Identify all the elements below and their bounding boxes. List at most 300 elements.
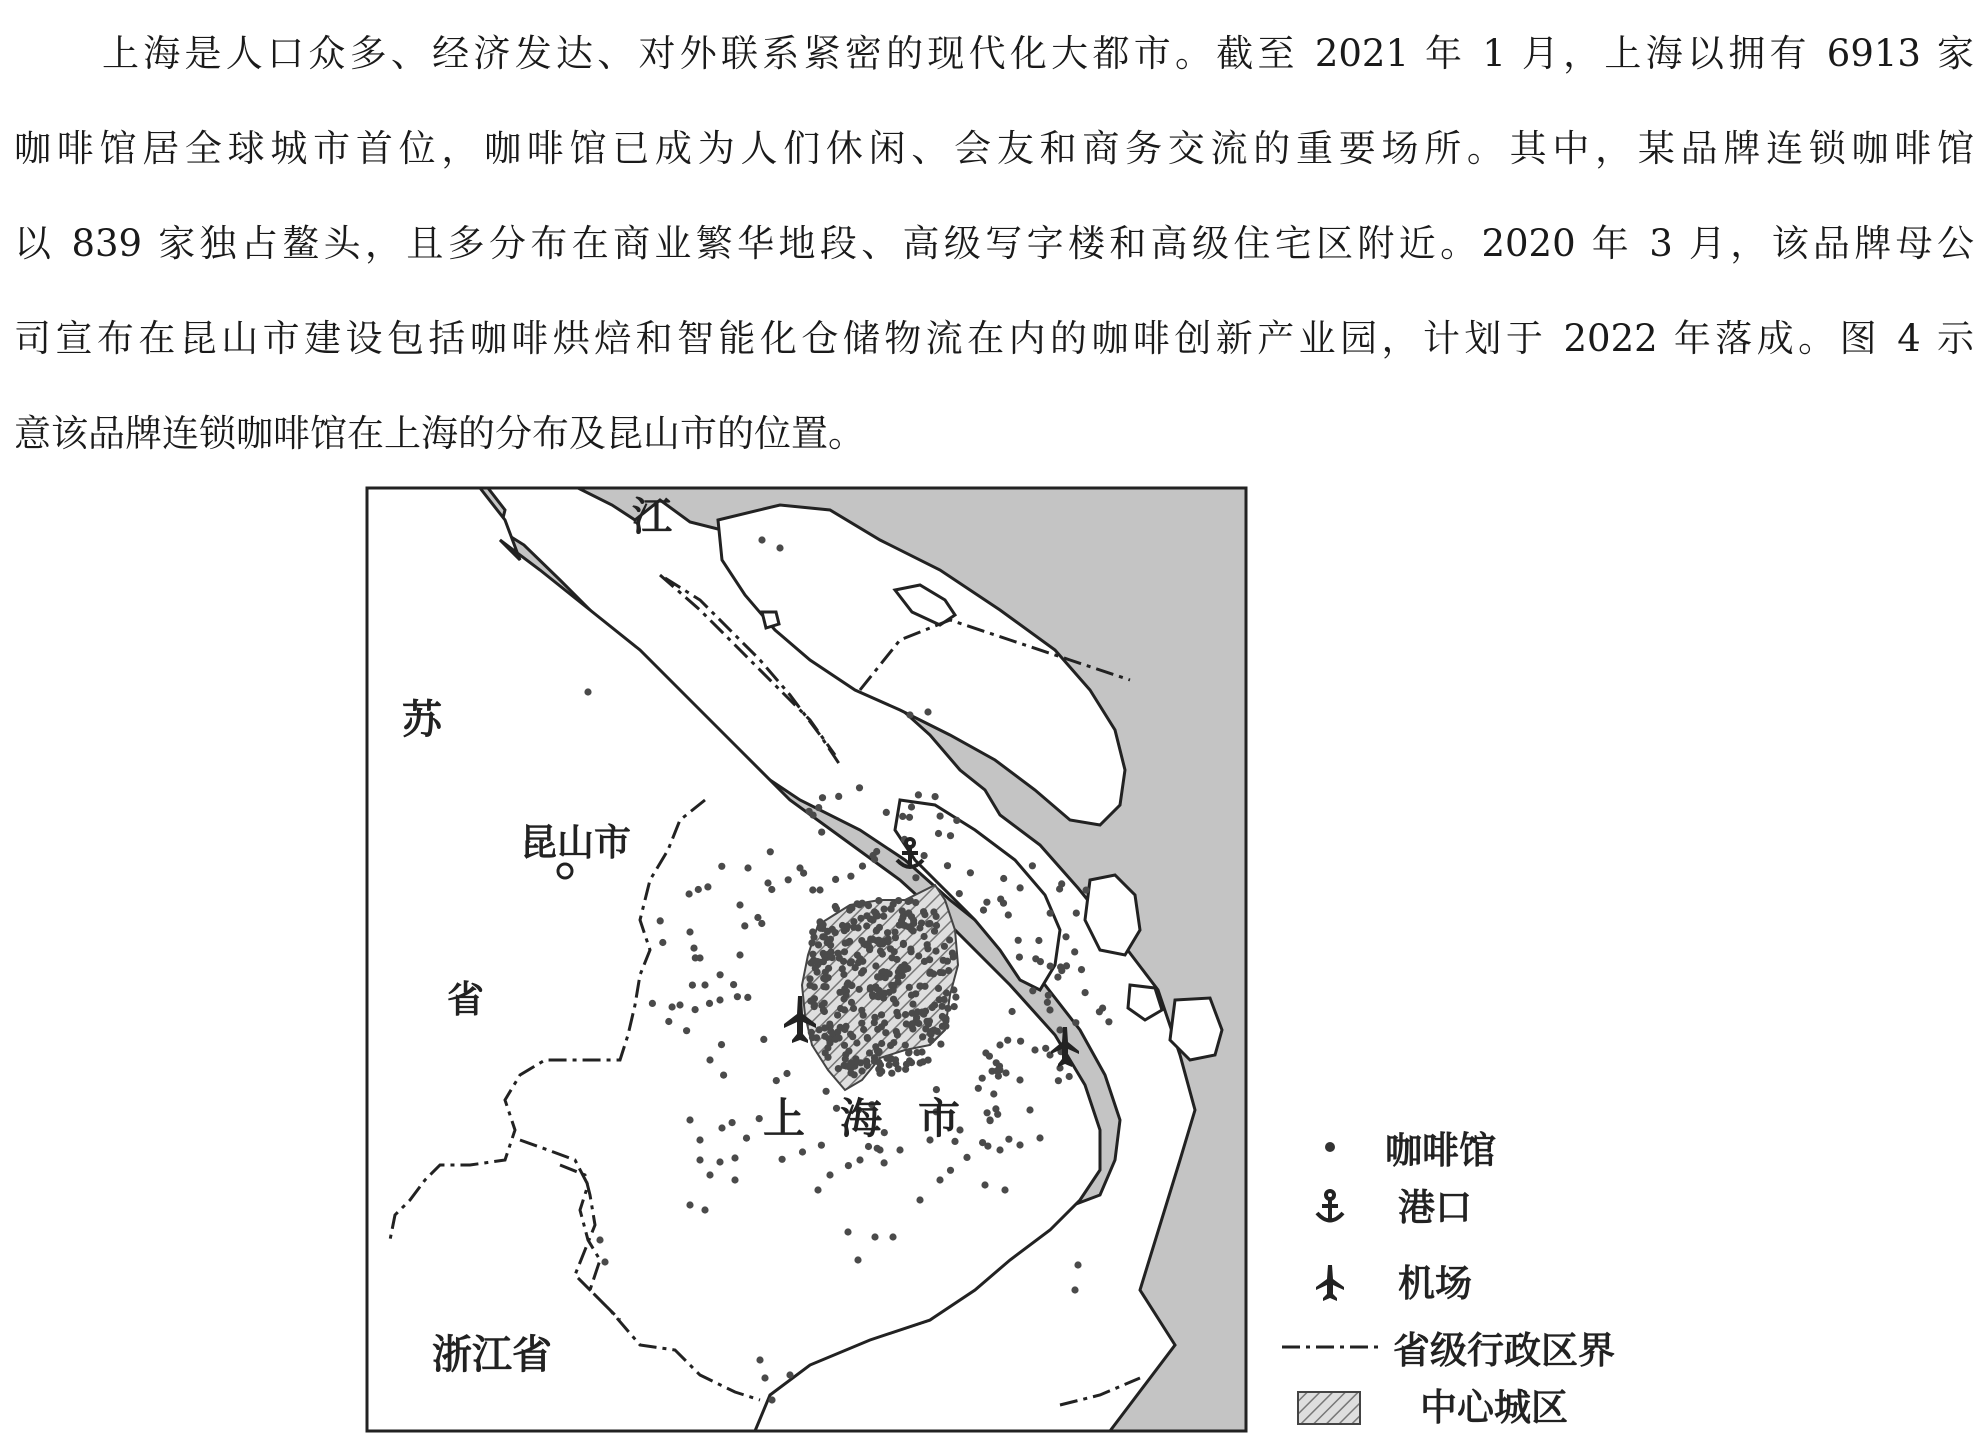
cafe-dot (981, 1181, 988, 1188)
cafe-dot (841, 1042, 848, 1049)
cafe-dot (878, 1068, 885, 1075)
cafe-dot (915, 952, 922, 959)
cafe-dot (850, 1005, 857, 1012)
cafe-dot (840, 971, 847, 978)
cafe-dot (1047, 910, 1054, 917)
map-legend (1282, 1129, 1615, 1429)
cafe-dot (871, 908, 878, 915)
cafe-dot (995, 1073, 1002, 1080)
cafe-dot (1072, 1019, 1079, 1026)
cafe-dot (935, 985, 942, 992)
cafe-dot (947, 1167, 954, 1174)
cafe-dot (915, 791, 922, 798)
cafe-dot (892, 1000, 899, 1007)
city-circle-icon (558, 864, 572, 878)
cafe-dot (845, 1048, 852, 1055)
cafe-dot (704, 883, 711, 890)
cafe-dot (1071, 1286, 1078, 1293)
cafe-dot (932, 948, 939, 955)
cafe-dot (1004, 1037, 1011, 1044)
cafe-dot (875, 1059, 882, 1066)
cafe-dot (756, 1356, 763, 1363)
cafe-dot (924, 945, 931, 952)
cafe-dot (947, 832, 954, 839)
cafe-dot (1078, 966, 1085, 973)
cafe-dot (809, 886, 816, 893)
port-anchor-icon (1317, 1191, 1343, 1221)
cafe-dot (926, 920, 933, 927)
cafe-dot (741, 922, 748, 929)
cafe-dot (696, 1156, 703, 1163)
cafe-dot (996, 1041, 1003, 1048)
cafe-dot (917, 1059, 924, 1066)
map-label-kunshan: 昆山市 (520, 821, 631, 864)
cafe-dot (992, 1105, 999, 1112)
cafe-dot (986, 1116, 993, 1123)
cafe-dot (997, 896, 1004, 903)
cafe-dot (885, 936, 892, 943)
cafe-dot (895, 979, 902, 986)
cafe-dot (835, 1065, 842, 1072)
cafe-dot (899, 907, 906, 914)
cafe-dot (984, 1143, 991, 1150)
cafe-dot (854, 952, 861, 959)
cafe-dot (931, 928, 938, 935)
cafe-dot (1063, 962, 1070, 969)
cafe-dot (952, 994, 959, 1001)
cafe-dot (1016, 1076, 1023, 1083)
cafe-dot (761, 1374, 768, 1381)
cafe-dot (899, 921, 906, 928)
cafe-dot (865, 902, 872, 909)
cafe-dot (899, 813, 906, 820)
cafe-dot (858, 1067, 865, 1074)
hatched-area-icon (1298, 1392, 1360, 1424)
cafe-dot (921, 933, 928, 940)
cafe-dot (773, 1077, 780, 1084)
map-label-shanghai-3: 市 (918, 1094, 961, 1143)
cafe-dot (872, 962, 879, 969)
cafe-dot (935, 830, 942, 837)
cafe-dot (692, 1006, 699, 1013)
cafe-dot (730, 981, 737, 988)
cafe-dot (863, 922, 870, 929)
cafe-dot (744, 864, 751, 871)
cafe-dot (937, 813, 944, 820)
cafe-dot (853, 1039, 860, 1046)
cafe-dot (1082, 989, 1089, 996)
map-label-shanghai-2: 海 (840, 1094, 883, 1143)
cafe-dot (810, 957, 817, 964)
cafe-dot (1009, 1008, 1016, 1015)
cafe-dot (936, 1176, 943, 1183)
cafe-dot (926, 1018, 933, 1025)
paragraph-line-1: 上海是人口众多、经济发达、对外联系紧密的现代化大都市。截至 2021 年 1 月，上海以拥有 6913 家 (102, 32, 1974, 75)
cafe-dot (836, 1034, 843, 1041)
cafe-dot (1015, 937, 1022, 944)
cafe-dot (893, 1009, 900, 1016)
cafe-dot (979, 1075, 986, 1082)
cafe-dot (946, 936, 953, 943)
cafe-dot (701, 1206, 708, 1213)
cafe-dot (720, 1072, 727, 1079)
cafe-dot (847, 1031, 854, 1038)
cafe-dot (729, 1119, 736, 1126)
cafe-dot (1083, 887, 1090, 894)
cafe-dot (1056, 885, 1063, 892)
cafe-dot (731, 1154, 738, 1161)
cafe-dot (1105, 1018, 1112, 1025)
cafe-dot (832, 929, 839, 936)
cafe-dot (919, 1033, 926, 1040)
cafe-dot (910, 917, 917, 924)
cafe-dot (1036, 1134, 1043, 1141)
cafe-dot (983, 899, 990, 906)
cafe-dot (842, 1055, 849, 1062)
cafe-dot (916, 1196, 923, 1203)
legend-center-label: 中心城区 (1420, 1386, 1568, 1429)
cafe-dot (880, 913, 887, 920)
cafe-dot (756, 1115, 763, 1122)
cafe-dot (932, 793, 939, 800)
cafe-dot (783, 1070, 790, 1077)
cafe-dot (936, 996, 943, 1003)
cafe-dot (785, 876, 792, 883)
cafe-dot (867, 984, 874, 991)
cafe-dot (806, 975, 813, 982)
cafe-dot (939, 1013, 946, 1020)
cafe-dot (1000, 875, 1007, 882)
cafe-dot (818, 829, 825, 836)
cafe-dot (891, 948, 898, 955)
cafe-dot (888, 1070, 895, 1077)
cafe-dot (821, 952, 828, 959)
cafe-dot (806, 808, 813, 815)
cafe-dot (717, 971, 724, 978)
cafe-dot (908, 992, 915, 999)
cafe-dot (845, 1162, 852, 1169)
cafe-dot (892, 1060, 899, 1067)
cafe-dot (884, 929, 891, 936)
cafe-dot (951, 1003, 958, 1010)
cafe-dot (736, 951, 743, 958)
cafe-dot (902, 1042, 909, 1049)
cafe-dot (799, 1148, 806, 1155)
cafe-dot (847, 1069, 854, 1076)
cafe-dot (913, 1049, 920, 1056)
cafe-dot (796, 864, 803, 871)
cafe-dot (967, 869, 974, 876)
cafe-dot (889, 1233, 896, 1240)
map-label-zhejiang: 浙江省 (432, 1332, 552, 1378)
map-label-jiang: 江 (632, 494, 672, 540)
cafe-dot (875, 897, 882, 904)
cafe-dot (912, 874, 919, 881)
cafe-dot (706, 1171, 713, 1178)
cafe-dot (888, 982, 895, 989)
map-label-shanghai-1: 上 (763, 1094, 806, 1143)
cafe-dot (862, 941, 869, 948)
cafe-dot (827, 942, 834, 949)
cafe-dot (1073, 910, 1080, 917)
cafe-dot (689, 982, 696, 989)
cafe-dot (910, 927, 917, 934)
cafe-dot (877, 990, 884, 997)
cafe-dot (1035, 937, 1042, 944)
cafe-dot (852, 964, 859, 971)
cafe-dot (950, 986, 957, 993)
cafe-dot (1016, 1141, 1023, 1148)
cafe-dot (877, 948, 884, 955)
cafe-dot (882, 1029, 889, 1036)
cafe-dot (860, 1012, 867, 1019)
cafe-dot (896, 1146, 903, 1153)
cafe-dot (869, 917, 876, 924)
cafe-dot (937, 1041, 944, 1048)
cafe-dot (811, 983, 818, 990)
cafe-dot (816, 886, 823, 893)
cafe-dot (888, 906, 895, 913)
cafe-dot (900, 941, 907, 948)
cafe-dot (1005, 911, 1012, 918)
cafe-dot (930, 908, 937, 915)
cafe-dot (596, 1236, 603, 1243)
cafe-dot (871, 856, 878, 863)
cafe-dot (718, 863, 725, 870)
cafe-dot (764, 879, 771, 886)
cafe-dot (657, 917, 664, 924)
cafe-dot (1062, 933, 1069, 940)
cafe-dot (908, 803, 915, 810)
cafe-dot (821, 1024, 828, 1031)
cafe-dot (848, 905, 855, 912)
cafe-dot (810, 934, 817, 941)
legend-boundary-label: 省级行政区界 (1393, 1329, 1615, 1372)
cafe-dot (856, 986, 863, 993)
cafe-dot (956, 890, 963, 897)
cafe-dot (907, 897, 914, 904)
cafe-dot (834, 1012, 841, 1019)
cafe-dot (927, 1031, 934, 1038)
cafe-dot (822, 969, 829, 976)
cafe-dot (815, 941, 822, 948)
cafe-dot (731, 1176, 738, 1183)
cafe-dot (986, 1053, 993, 1060)
cafe-dot (841, 986, 848, 993)
cafe-dot (686, 890, 693, 897)
cafe-dot (850, 924, 857, 931)
cafe-dot (963, 1154, 970, 1161)
cafe-dot (827, 1028, 834, 1035)
cafe-dot (816, 918, 823, 925)
cafe-dot (835, 793, 842, 800)
cafe-dot (1096, 1008, 1103, 1015)
cafe-dot (939, 1003, 946, 1010)
cafe-dot (822, 1049, 829, 1056)
cafe-dot (871, 1019, 878, 1026)
legend-airport-label: 机场 (1398, 1262, 1472, 1305)
cafe-dot (817, 925, 824, 932)
cafe-dot (1054, 974, 1061, 981)
cafe-dot (736, 901, 743, 908)
cafe-dot (718, 1124, 725, 1131)
cafe-dot (949, 950, 956, 957)
cafe-dot (891, 929, 898, 936)
cafe-dot (908, 948, 915, 955)
paragraph-line-4: 司宣布在昆山市建设包括咖啡烘焙和智能化仓储物流在内的咖啡创新产业园，计划于 2022 年落成。图 4 示 (14, 317, 1974, 360)
cafe-dot (980, 907, 987, 914)
cafe-dot (701, 981, 708, 988)
cafe-dot (930, 970, 937, 977)
cafe-dot (848, 958, 855, 965)
cafe-dot (944, 958, 951, 965)
cafe-dot (683, 1027, 690, 1034)
cafe-dot (779, 1156, 786, 1163)
cafe-dot (922, 1025, 929, 1032)
cafe-dot (909, 1001, 916, 1008)
cafe-dot (883, 1055, 890, 1062)
cafe-dot (837, 1005, 844, 1012)
cafe-dot (917, 983, 924, 990)
cafe-dot (821, 1033, 828, 1040)
cafe-dot (859, 863, 866, 870)
cafe-dot (844, 1228, 851, 1235)
cafe-dot (924, 708, 931, 715)
cafe-dot (871, 1233, 878, 1240)
cafe-dot (686, 1116, 693, 1123)
cafe-dot (807, 998, 814, 1005)
cafe-dot (676, 1001, 683, 1008)
jiuduansha-island-1 (1128, 985, 1162, 1020)
cafe-dot (706, 1000, 713, 1007)
cafe-dot (878, 1023, 885, 1030)
cafe-dot (1026, 1106, 1033, 1113)
cafe-dot (768, 886, 775, 893)
cafe-dot (906, 711, 913, 718)
cafe-dot (876, 1048, 883, 1055)
cafe-dot (665, 1018, 672, 1025)
cafe-dot (975, 1085, 982, 1092)
cafe-dot (832, 903, 839, 910)
cafe-dot (873, 927, 880, 934)
cafe-dot (864, 1034, 871, 1041)
cafe-dot (842, 940, 849, 947)
cafe-dot (695, 886, 702, 893)
cafe-dot (706, 1056, 713, 1063)
cafe-dot (847, 873, 854, 880)
cafe-dot (916, 924, 923, 931)
cafe-dot (903, 1061, 910, 1068)
cafe-dot (744, 994, 751, 1001)
cafe-dot (842, 1023, 849, 1030)
cafe-dot (875, 937, 882, 944)
cafe-dot (1055, 1077, 1062, 1084)
cafe-dot (869, 991, 876, 998)
cafe-dot (1031, 1046, 1038, 1053)
cafe-dot (881, 1159, 888, 1166)
cafe-dot (881, 906, 888, 913)
cafe-dot (890, 1039, 897, 1046)
cafe-dot (1046, 1006, 1053, 1013)
cafe-dot (860, 967, 867, 974)
cafe-dot (1042, 1045, 1049, 1052)
cafe-dot (1005, 1136, 1012, 1143)
cafe-dot (827, 948, 834, 955)
cafe-dot (906, 984, 913, 991)
cafe-dot (937, 969, 944, 976)
airport-plane-icon (1316, 1265, 1344, 1301)
cafe-dot (686, 928, 693, 935)
cafe-dot (813, 1034, 820, 1041)
cafe-dot (1071, 948, 1078, 955)
cafe-dot (857, 915, 864, 922)
cafe-dot (865, 1143, 872, 1150)
cafe-dot (1017, 1038, 1024, 1045)
cafe-dot (1056, 1026, 1063, 1033)
cafe-dot (996, 1146, 1003, 1153)
cafe-dot (696, 1136, 703, 1143)
cafe-dot (836, 955, 843, 962)
cafe-dot (734, 993, 741, 1000)
cafe-dot (814, 1186, 821, 1193)
cafe-dot (893, 956, 900, 963)
cafe-dot (922, 1008, 929, 1015)
cafe-dot (905, 909, 912, 916)
cafe-dot (913, 1014, 920, 1021)
cafe-dot (844, 922, 851, 929)
paragraph-line-3: 以 839 家独占鳌头，且多分布在商业繁华地段、高级写字楼和高级住宅区附近。2020 年 3 月，该品牌母公 (14, 222, 1974, 265)
cafe-dot (690, 945, 697, 952)
cafe-dot (760, 1036, 767, 1043)
cafe-dot (1032, 955, 1039, 962)
cafe-dot (718, 1041, 725, 1048)
cafe-dot (906, 814, 913, 821)
cafe-dot (878, 1040, 885, 1047)
cafe-dot (863, 1058, 870, 1065)
legend-cafe-label: 咖啡馆 (1385, 1129, 1496, 1172)
cafe-dot (1016, 954, 1023, 961)
cafe-dot (1029, 862, 1036, 869)
cafe-dot (826, 1039, 833, 1046)
cafe-dot (841, 948, 848, 955)
cafe-dot (921, 958, 928, 965)
cafe-dot (1017, 884, 1024, 891)
cafe-dot (669, 1003, 676, 1010)
cafe-dot (943, 989, 950, 996)
cafe-dot (826, 1171, 833, 1178)
cafe-dot (768, 1396, 775, 1403)
cafe-dot (1045, 992, 1052, 999)
cafe-dot (945, 967, 952, 974)
cafe-dot (696, 954, 703, 961)
cafe-dot (758, 920, 765, 927)
paragraph-line-2: 咖啡馆居全球城市首位，咖啡馆已成为人们休闲、会友和商务交流的重要场所。其中，某品牌连锁咖啡馆 (14, 127, 1974, 170)
cafe-dot (824, 928, 831, 935)
cafe-dot (858, 1020, 865, 1027)
cafe-dot (942, 1023, 949, 1030)
cafe-dot (860, 1026, 867, 1033)
cafe-dot (984, 1109, 991, 1116)
cafe-dot (686, 1201, 693, 1208)
cafe-dot (659, 939, 666, 946)
cafe-dot (743, 1135, 750, 1142)
cafe-dot (941, 943, 948, 950)
map-label-sheng: 省 (447, 978, 484, 1021)
cafe-dot (1029, 987, 1036, 994)
cafe-dot (820, 975, 827, 982)
cafe-dot (716, 1158, 723, 1165)
legend-port-label: 港口 (1398, 1186, 1472, 1229)
